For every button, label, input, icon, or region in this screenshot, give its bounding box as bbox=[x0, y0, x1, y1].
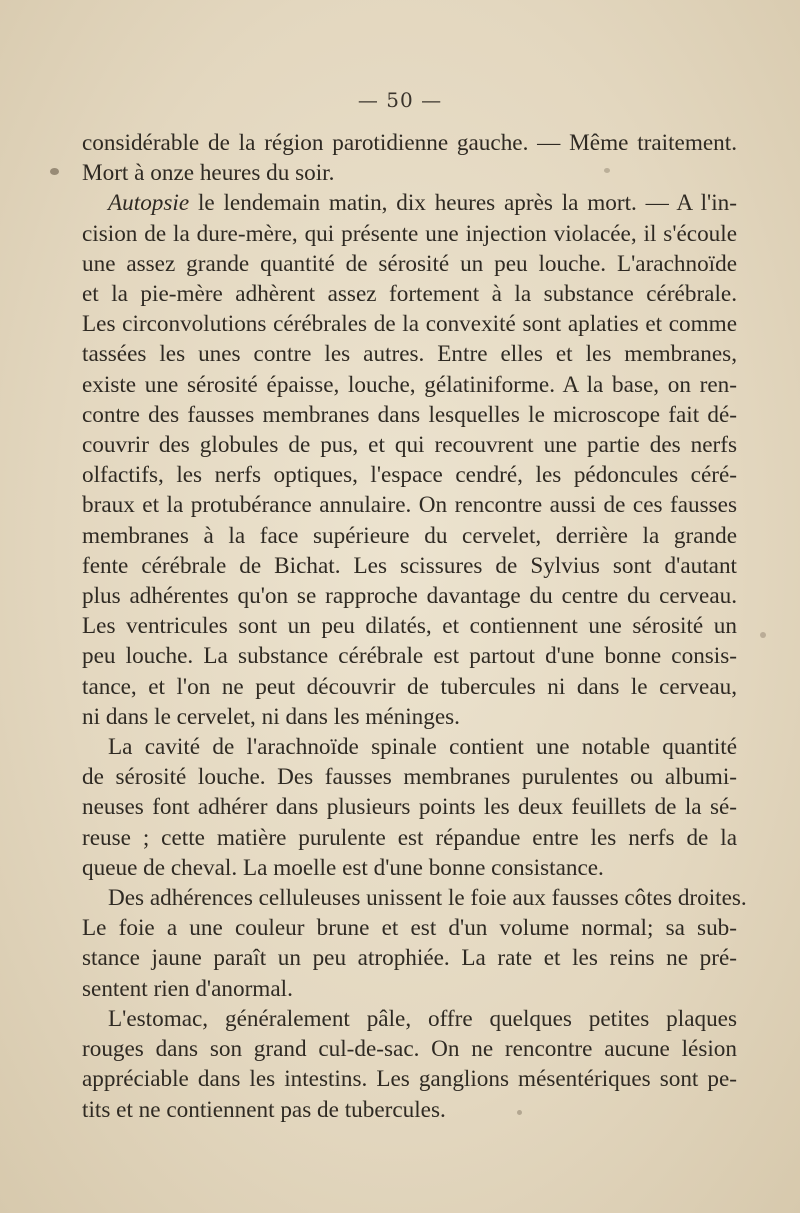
page-number: — 50 — bbox=[357, 88, 443, 112]
line-text: cision de la dure-mère, qui présente une injection violacée, il s'écoule bbox=[82, 220, 737, 247]
text-line bbox=[82, 853, 737, 883]
text-line bbox=[82, 400, 737, 430]
line-text: tits et ne contiennent pas de tubercules. bbox=[82, 1096, 446, 1123]
text-line bbox=[82, 943, 737, 973]
text-line bbox=[82, 792, 737, 822]
text-line bbox=[82, 249, 737, 279]
line-text: rouges dans son grand cul-de-sac. On ne rencontre aucune lésion bbox=[82, 1036, 737, 1063]
line-text: de sérosité louche. Des fausses membranes purulentes ou albumi- bbox=[82, 764, 737, 791]
line-text: stance jaune paraît un peu atrophiée. La rate et les reins ne pré- bbox=[82, 945, 737, 972]
text-line bbox=[82, 521, 737, 551]
line-text: tance, et l'on ne peut découvrir de tubercules ni dans le cerveau, bbox=[82, 673, 737, 700]
line-text: le lendemain matin, dix heures après la mort. — A l'in- bbox=[189, 190, 737, 217]
text-line bbox=[82, 641, 737, 671]
text-line bbox=[82, 490, 737, 520]
text-line bbox=[82, 1095, 737, 1125]
italic-word: Autopsie bbox=[108, 190, 190, 217]
line-text: olfactifs, les nerfs optiques, l'espace cendré, les pédoncules céré- bbox=[82, 462, 737, 489]
text-line bbox=[82, 279, 737, 309]
text-line bbox=[82, 1064, 737, 1094]
line-text: couvrir des globules de pus, et qui recouvrent une partie des nerfs bbox=[82, 432, 737, 459]
line-text: appréciable dans les intestins. Les ganglions mésentériques sont pe- bbox=[82, 1066, 737, 1093]
line-text: une assez grande quantité de sérosité un peu louche. L'arachnoïde bbox=[82, 250, 737, 277]
line-text: et la pie-mère adhèrent assez fortement à la substance cérébrale. bbox=[82, 281, 737, 308]
text-line bbox=[82, 128, 737, 158]
text-line bbox=[82, 611, 737, 641]
text-line bbox=[82, 460, 737, 490]
line-text: neuses font adhérer dans plusieurs points les deux feuillets de la sé- bbox=[82, 794, 737, 821]
text-line bbox=[82, 732, 737, 762]
text-line bbox=[82, 188, 737, 218]
text-line bbox=[82, 1004, 737, 1034]
text-line bbox=[82, 339, 737, 369]
text-line bbox=[82, 309, 737, 339]
line-text: braux et la protubérance annulaire. On rencontre aussi de ces fausses bbox=[82, 492, 737, 519]
line-text: existe une sérosité épaisse, louche, gélatiniforme. A la base, on ren- bbox=[82, 371, 737, 398]
line-text: tassées les unes contre les autres. Entre elles et les membranes, bbox=[82, 341, 737, 368]
foxing-spot bbox=[760, 632, 766, 638]
text-line bbox=[82, 1034, 737, 1064]
foxing-spot bbox=[517, 1110, 522, 1115]
line-text: Les circonvolutions cérébrales de la convexité sont aplaties et comme bbox=[82, 311, 737, 338]
line-text: queue de cheval. La moelle est d'une bonne consistance. bbox=[82, 854, 604, 881]
line-text: La cavité de l'arachnoïde spinale contient une notable quantité bbox=[108, 734, 737, 761]
text-line bbox=[82, 370, 737, 400]
line-text: sentent rien d'anormal. bbox=[82, 975, 293, 1002]
foxing-spot bbox=[50, 168, 59, 175]
line-text: peu louche. La substance cérébrale est partout d'une bonne consis- bbox=[82, 643, 737, 670]
line-text: Les ventricules sont un peu dilatés, et contiennent une sérosité un bbox=[82, 613, 737, 640]
text-line bbox=[82, 158, 737, 188]
text-line bbox=[82, 823, 737, 853]
line-text: reuse ; cette matière purulente est répandue entre les nerfs de la bbox=[82, 824, 737, 851]
text-line bbox=[82, 219, 737, 249]
text-line bbox=[82, 581, 737, 611]
line-text: considérable de la région parotidienne gauche. — Même traitement. bbox=[82, 130, 737, 156]
line-text: Le foie a une couleur brune et est d'un volume normal; sa sub- bbox=[82, 915, 737, 942]
line-text: Des adhérences celluleuses unissent le foie aux fausses côtes droites. bbox=[108, 885, 747, 912]
text-line bbox=[82, 883, 747, 913]
line-text: contre des fausses membranes dans lesquelles le microscope fait dé- bbox=[82, 401, 737, 428]
line-text: plus adhérentes qu'on se rapproche davantage du centre du cerveau. bbox=[82, 583, 737, 610]
line-text: ni dans le cervelet, ni dans les méninges. bbox=[82, 703, 460, 730]
line-text: L'estomac, généralement pâle, offre quelques petites plaques bbox=[108, 1005, 737, 1032]
line-text: Mort à onze heures du soir. bbox=[82, 160, 335, 187]
text-line bbox=[82, 551, 737, 581]
text-line bbox=[82, 430, 737, 460]
text-line bbox=[82, 974, 737, 1004]
text-line bbox=[82, 702, 737, 732]
body-text bbox=[82, 128, 747, 1125]
foxing-spot bbox=[604, 168, 610, 173]
line-text: fente cérébrale de Bichat. Les scissures de Sylvius sont d'autant bbox=[82, 552, 737, 579]
line-text: membranes à la face supérieure du cervelet, derrière la grande bbox=[82, 522, 737, 549]
text-line bbox=[82, 762, 737, 792]
text-line bbox=[82, 913, 737, 943]
text-line bbox=[82, 672, 737, 702]
